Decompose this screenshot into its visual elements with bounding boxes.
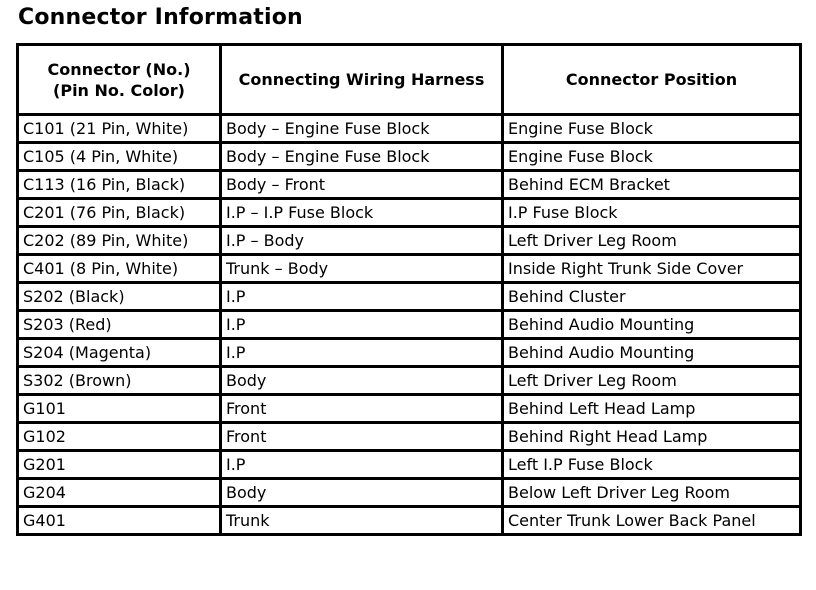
wiring-harness-cell: Body — [221, 367, 503, 395]
wiring-harness-cell: I.P – I.P Fuse Block — [221, 199, 503, 227]
connector-cell: S202 (Black) — [18, 283, 221, 311]
table-row — [18, 115, 801, 143]
connector-cell: G201 — [18, 451, 221, 479]
position-cell: Behind ECM Bracket — [503, 171, 801, 199]
position-cell: I.P Fuse Block — [503, 199, 801, 227]
table-row — [18, 395, 801, 423]
table-row — [18, 339, 801, 367]
position-cell: Behind Audio Mounting — [503, 339, 801, 367]
wiring-harness-cell: Front — [221, 423, 503, 451]
table-row — [18, 311, 801, 339]
position-cell: Behind Cluster — [503, 283, 801, 311]
wiring-harness-cell: Trunk — [221, 507, 503, 535]
position-cell: Left Driver Leg Room — [503, 227, 801, 255]
wiring-harness-cell: Body – Engine Fuse Block — [221, 143, 503, 171]
wiring-harness-cell: I.P — [221, 283, 503, 311]
connector-cell: C201 (76 Pin, Black) — [18, 199, 221, 227]
connector-cell: C113 (16 Pin, Black) — [18, 171, 221, 199]
connector-cell: S203 (Red) — [18, 311, 221, 339]
connector-cell: C101 (21 Pin, White) — [18, 115, 221, 143]
table-row — [18, 507, 801, 535]
wiring-harness-cell: Body — [221, 479, 503, 507]
header-connector-position — [503, 45, 801, 115]
table-row — [18, 451, 801, 479]
header-connector-line1: Connector (No.) — [47, 59, 191, 79]
position-cell: Behind Audio Mounting — [503, 311, 801, 339]
connector-cell: C401 (8 Pin, White) — [18, 255, 221, 283]
header-wiring-harness — [221, 45, 503, 115]
position-cell: Left I.P Fuse Block — [503, 451, 801, 479]
wiring-harness-cell: I.P — [221, 451, 503, 479]
wiring-harness-cell: I.P — [221, 339, 503, 367]
connector-table — [16, 43, 802, 536]
connector-cell: S204 (Magenta) — [18, 339, 221, 367]
header-wiring-harness-label: Connecting Wiring Harness — [238, 70, 485, 89]
position-cell: Engine Fuse Block — [503, 143, 801, 171]
header-connector — [18, 45, 221, 115]
wiring-harness-cell: I.P — [221, 311, 503, 339]
wiring-harness-cell: Body – Engine Fuse Block — [221, 115, 503, 143]
wiring-harness-cell: Body – Front — [221, 171, 503, 199]
position-cell: Engine Fuse Block — [503, 115, 801, 143]
table-row — [18, 171, 801, 199]
table-row — [18, 199, 801, 227]
table-body — [18, 115, 801, 535]
table-header-row — [18, 45, 801, 115]
wiring-harness-cell: Trunk – Body — [221, 255, 503, 283]
position-cell: Below Left Driver Leg Room — [503, 479, 801, 507]
connector-cell: G101 — [18, 395, 221, 423]
connector-cell: C202 (89 Pin, White) — [18, 227, 221, 255]
table-row — [18, 479, 801, 507]
connector-cell: G204 — [18, 479, 221, 507]
position-cell: Inside Right Trunk Side Cover — [503, 255, 801, 283]
table-row — [18, 283, 801, 311]
wiring-harness-cell: Front — [221, 395, 503, 423]
position-cell: Behind Right Head Lamp — [503, 423, 801, 451]
header-connector-position-label: Connector Position — [565, 70, 738, 89]
position-cell: Center Trunk Lower Back Panel — [503, 507, 801, 535]
page-title: Connector Information — [18, 5, 303, 30]
connector-cell: C105 (4 Pin, White) — [18, 143, 221, 171]
header-connector-line2: (Pin No. Color) — [53, 80, 185, 100]
position-cell: Left Driver Leg Room — [503, 367, 801, 395]
table-row — [18, 367, 801, 395]
table-row — [18, 143, 801, 171]
table-row — [18, 423, 801, 451]
connector-cell: G401 — [18, 507, 221, 535]
position-cell: Behind Left Head Lamp — [503, 395, 801, 423]
connector-cell: S302 (Brown) — [18, 367, 221, 395]
connector-cell: G102 — [18, 423, 221, 451]
table-row — [18, 255, 801, 283]
table-row — [18, 227, 801, 255]
wiring-harness-cell: I.P – Body — [221, 227, 503, 255]
